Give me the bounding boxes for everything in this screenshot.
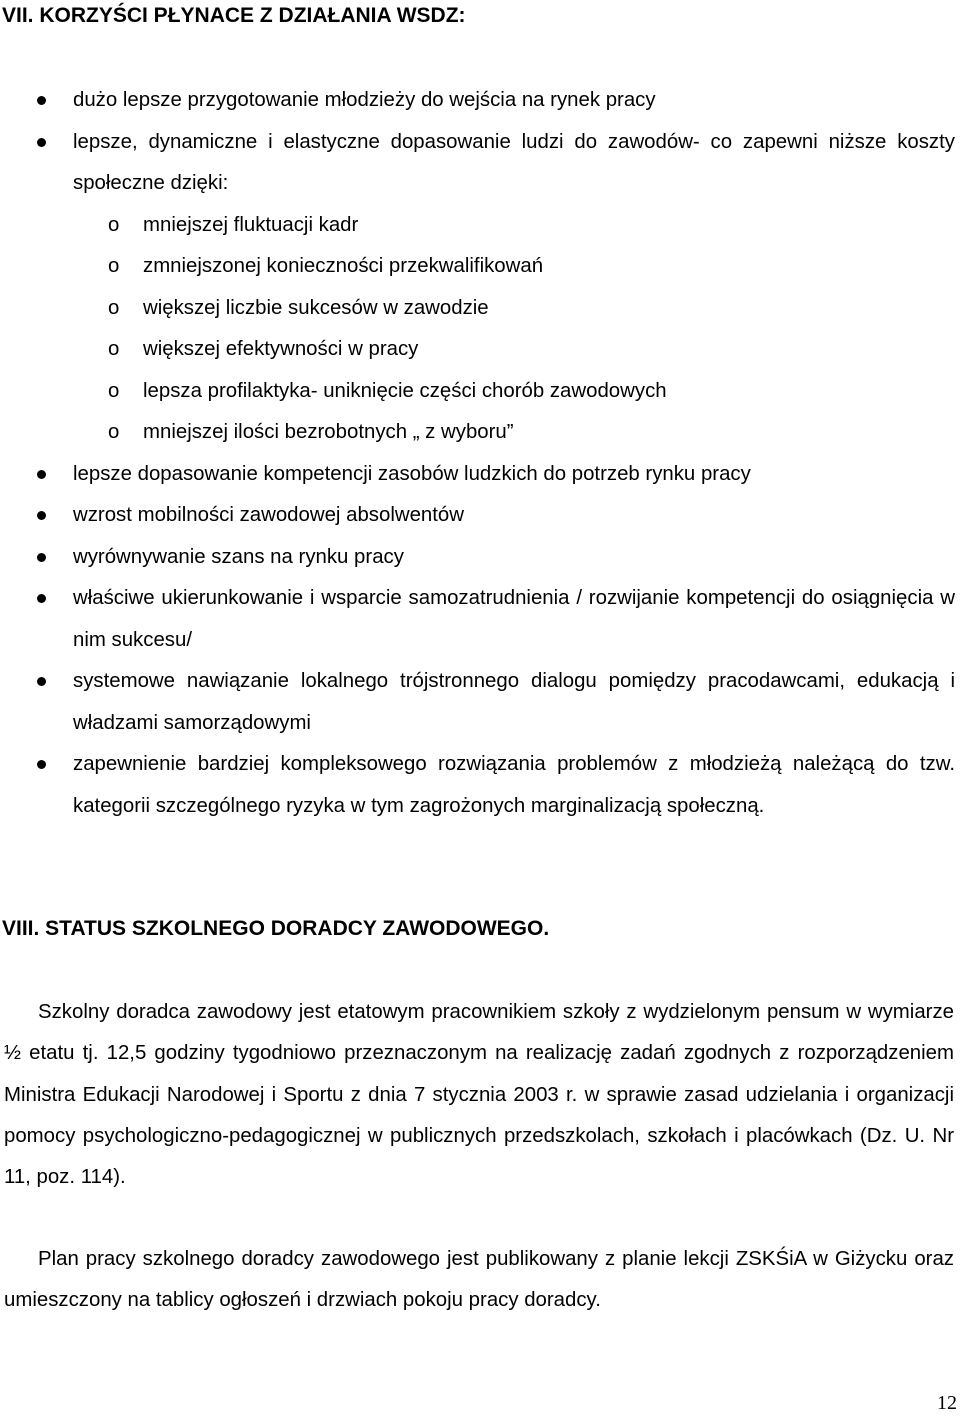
sub-list-item — [0, 371, 960, 413]
sub-bullet-marker: o — [108, 421, 120, 443]
bullet-item — [0, 80, 960, 122]
bullet-text: właściwe ukierunkowanie i wsparcie samozatrudnienia / rozwijanie kompetencji do osiągnięcia w nim sukcesu/ — [73, 587, 955, 651]
bullet-item — [0, 661, 960, 744]
bullet-item — [0, 578, 960, 661]
sub-bullet-marker: o — [108, 338, 120, 360]
sub-item-text: mniejszej ilości bezrobotnych „ z wyboru” — [143, 421, 514, 443]
sub-list-item — [0, 205, 960, 247]
benefits-list — [0, 80, 960, 827]
sub-bullet-marker: o — [108, 255, 120, 277]
bullet-dot-icon — [37, 511, 46, 520]
sub-item-text: lepsza profilaktyka- uniknięcie części chorób zawodowych — [143, 379, 667, 402]
page-number: 12 — [937, 1392, 957, 1414]
bullet-text: lepsze, dynamiczne i elastyczne dopasowanie ludzi do zawodów- co zapewni niższe koszty społeczne dzięki: — [73, 130, 955, 194]
bullet-text: zapewnienie bardziej kompleksowego rozwiązania problemów z młodzieżą należącą do tzw. kategorii szczególnego ryzyka w tym zagrożonych marginalizacją społeczną. — [73, 753, 955, 817]
sub-item-text: mniejszej fluktuacji kadr — [143, 213, 359, 236]
bullet-dot-icon — [37, 138, 46, 147]
sub-item-text: większej liczbie sukcesów w zawodzie — [143, 296, 489, 319]
bullet-item — [0, 744, 960, 827]
sub-item-text: zmniejszonej konieczności przekwalifikowań — [143, 255, 544, 277]
bullet-dot-icon — [37, 677, 46, 686]
sub-bullet-marker: o — [108, 213, 120, 236]
bullet-text: systemowe nawiązanie lokalnego trójstronnego dialogu pomiędzy pracodawcami, edukacją i władzami samorządowymi — [73, 670, 955, 734]
bullet-dot-icon — [37, 96, 46, 105]
sub-item-text: większej efektywności w pracy — [143, 338, 419, 360]
plan-paragraph: Plan pracy szkolnego doradcy zawodowego jest publikowany z planie lekcji ZSKŚiA w Giżycku oraz umieszczony na tablicy ogłoszeń i drzwiach pokoju pracy doradcy. — [4, 1248, 954, 1312]
bullet-item — [0, 537, 960, 579]
section-7-heading: VII. KORZYŚCI PŁYNACE Z DZIAŁANIA WSDZ: — [2, 4, 466, 27]
bullet-dot-icon — [37, 470, 46, 479]
section-8-heading: VIII. STATUS SZKOLNEGO DORADCY ZAWODOWEGO. — [2, 917, 550, 940]
sub-bullet-marker: o — [108, 379, 120, 402]
bullet-item — [0, 495, 960, 537]
bullet-text: wyrównywanie szans na rynku pracy — [73, 545, 404, 568]
bullet-item — [0, 122, 960, 205]
bullet-text: wzrost mobilności zawodowej absolwentów — [73, 504, 464, 526]
bullet-text: dużo lepsze przygotowanie młodzieży do wejścia na rynek pracy — [73, 89, 656, 111]
bullet-dot-icon — [37, 594, 46, 603]
bullet-dot-icon — [37, 553, 46, 562]
bullet-text: lepsze dopasowanie kompetencji zasobów ludzkich do potrzeb rynku pracy — [73, 462, 751, 485]
bullet-item — [0, 454, 960, 496]
sub-list-item — [0, 412, 960, 454]
bullet-dot-icon — [37, 760, 46, 769]
sub-list-item — [0, 329, 960, 371]
sub-list-item — [0, 246, 960, 288]
status-paragraph: Szkolny doradca zawodowy jest etatowym pracownikiem szkoły z wydzielonym pensum w wymiarze ½ etatu tj. 12,5 godziny tygodniowo przeznaczonym na realizację zadań zgodnych z rozporządzeniem Ministra Edukacji Narodowej i Sportu z dnia 7 stycznia 2003 r. w sprawie zasad udzielania i organizacji pomocy psychologiczno-pedagogicznej w publicznych przedszkolach, szkołach i placówkach (Dz. U. Nr 11, poz. 114). — [4, 1001, 954, 1189]
sub-list-item — [0, 288, 960, 330]
sub-bullet-marker: o — [108, 296, 120, 319]
